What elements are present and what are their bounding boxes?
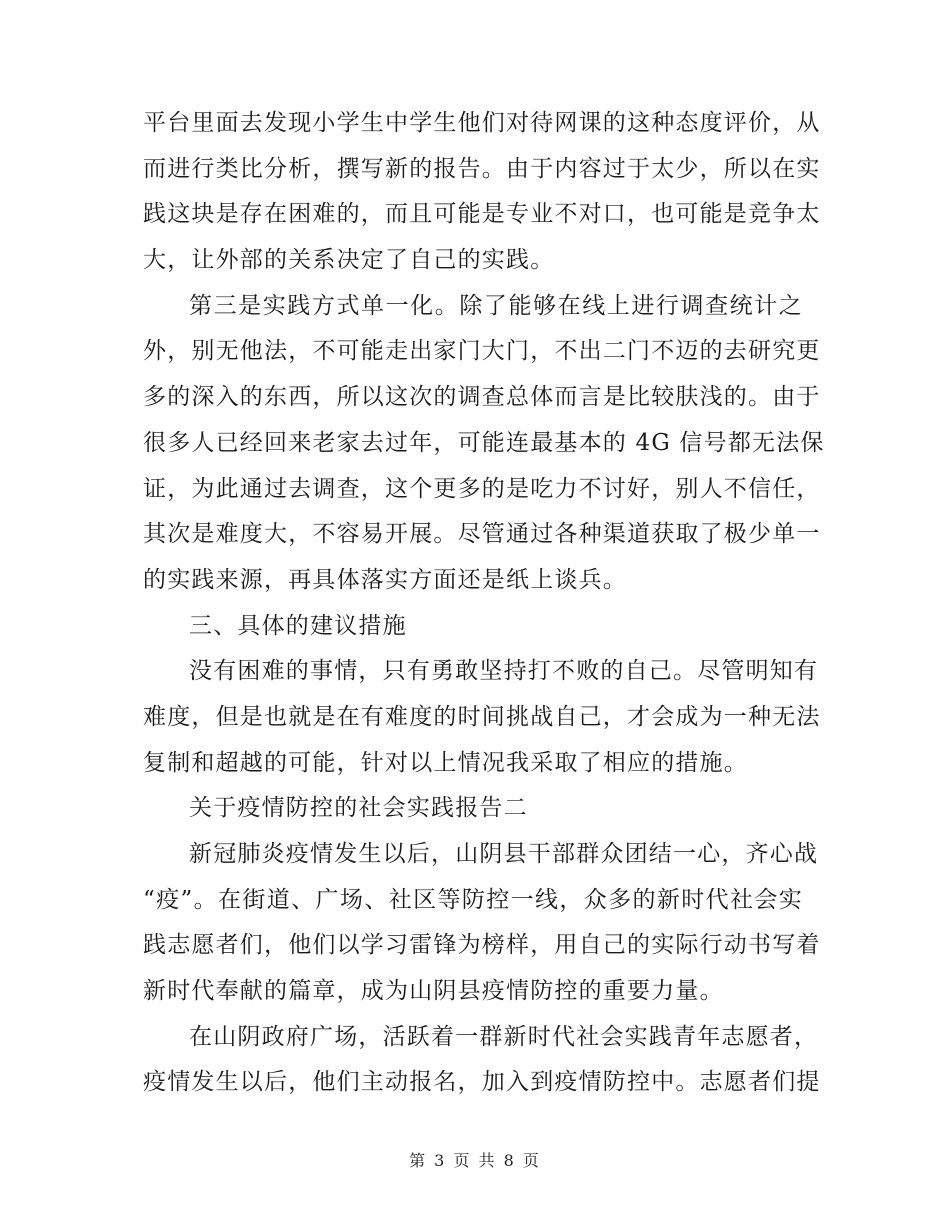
page-footer: 第 3 页 共 8 页	[409, 1151, 541, 1170]
text-line: 践这块是存在困难的，而且可能是专业不对口，也可能是竞争太	[143, 201, 821, 228]
text-line: 关于疫情防控的社会实践报告二	[189, 795, 528, 822]
document-body	[143, 101, 825, 1106]
text-line: 新时代奉献的篇章，成为山阴县疫情防控的重要力量。	[143, 978, 724, 1005]
text-line: 的实践来源，再具体落实方面还是纸上谈兵。	[143, 566, 627, 593]
text-line: “疫”。在街道、广场、社区等防控一线，众多的新时代社会实	[143, 886, 803, 913]
text-line: 在山阴政府广场，活跃着一群新时代社会实践青年志愿者，	[189, 1023, 819, 1050]
text-line: 平台里面去发现小学生中学生他们对待网课的这种态度评价，从	[143, 110, 821, 136]
text-line: 大，让外部的关系决定了自己的实践。	[143, 247, 555, 274]
text-line: 践志愿者们，他们以学习雷锋为榜样，用自己的实际行动书写着	[143, 932, 821, 959]
text-line: 证，为此通过去调查，这个更多的是吃力不讨好，别人不信任，	[143, 475, 821, 502]
text-line: 其次是难度大，不容易开展。尽管通过各种渠道获取了极少单一	[143, 521, 821, 548]
text-line: 新冠肺炎疫情发生以后，山阴县干部群众团结一心，齐心战	[189, 841, 819, 867]
text-line: 多的深入的东西，所以这次的调查总体而言是比较肤浅的。由于	[143, 384, 821, 411]
text-line: 难度，但是也就是在有难度的时间挑战自己，才会成为一种无法	[143, 703, 821, 730]
text-line: 很多人已经回来老家去过年，可能连最基本的 4G 信号都无法保	[143, 429, 825, 456]
text-line: 复制和超越的可能，针对以上情况我采取了相应的措施。	[143, 749, 748, 776]
text-line: 第三是实践方式单一化。除了能够在线上进行调查统计之	[189, 292, 803, 319]
text-line: 三、具体的建议措施	[189, 612, 407, 639]
text-line: 没有困难的事情，只有勇敢坚持打不败的自己。尽管明知有	[189, 658, 819, 685]
text-line: 疫情发生以后，他们主动报名，加入到疫情防控中。志愿者们提	[143, 1069, 821, 1096]
text-line: 外，别无他法，不可能走出家门大门，不出二门不迈的去研究更	[143, 338, 821, 365]
text-line: 而进行类比分析，撰写新的报告。由于内容过于太少，所以在实	[143, 155, 821, 182]
